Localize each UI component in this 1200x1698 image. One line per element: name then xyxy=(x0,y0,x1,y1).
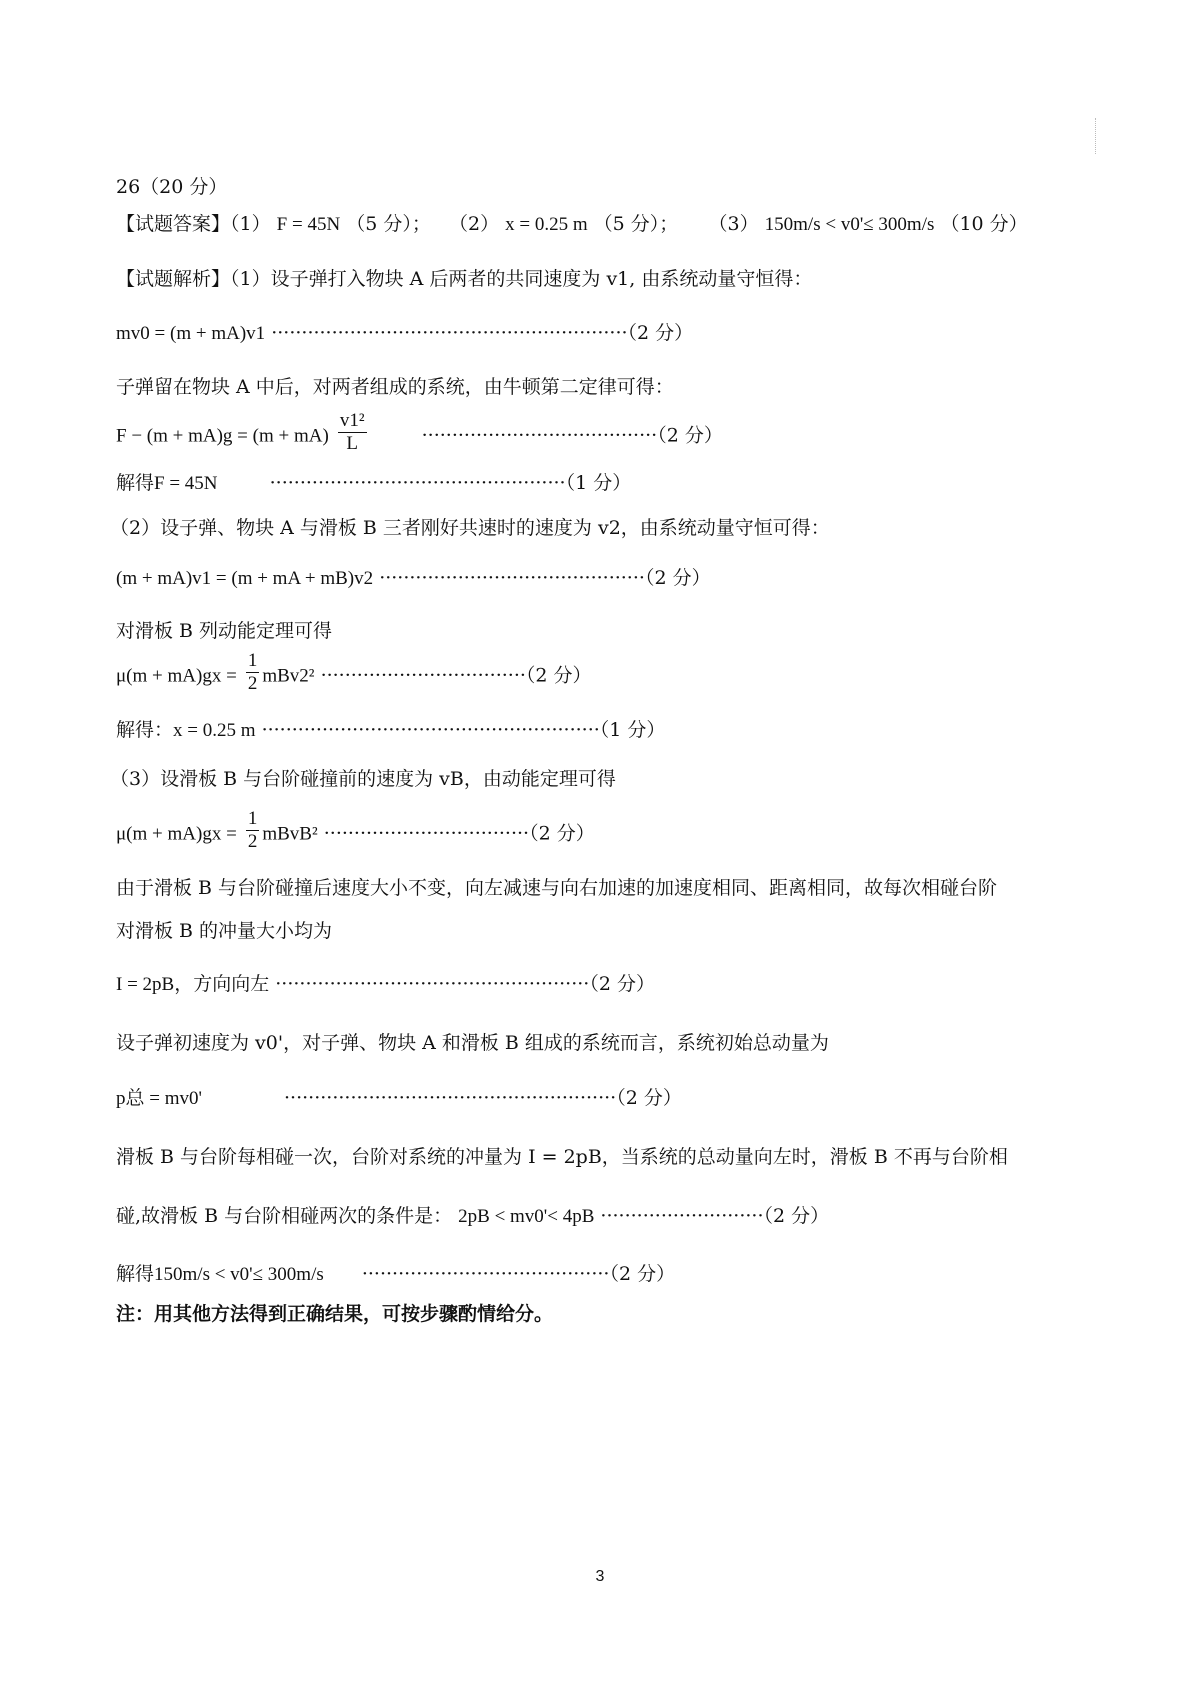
leader-dots: ·································· xyxy=(320,664,526,687)
equation-5-fraction xyxy=(246,808,260,853)
answer-part1-num: （1） xyxy=(230,213,271,235)
equation-5-left: μ(m + mA)gx = xyxy=(116,823,237,845)
text: 由于滑板 B 与台阶碰撞后速度大小不变，向左减速与向右加速的加速度相同、距离相同，故每次相碰台阶 xyxy=(116,877,998,899)
text: （2）设子弹、物块 A 与滑板 B 三者刚好共速时的速度为 v2，由系统动量守恒可得： xyxy=(110,517,830,539)
equation-1: mv0 = (m + mA)v1 xyxy=(116,323,266,344)
equation-2-points: （2 分） xyxy=(657,424,723,447)
fraction-numerator: 1 xyxy=(247,650,258,671)
equation-4-points: （2 分） xyxy=(525,664,592,687)
answer-part2-value: x = 0.25 m xyxy=(505,214,588,235)
equation-5-right: mBvB² xyxy=(262,823,318,845)
decorative-dots xyxy=(1095,118,1100,154)
fraction-denominator: 2 xyxy=(247,673,258,694)
note-text: 注：用其他方法得到正确结果，可按步骤酌情给分。 xyxy=(116,1303,554,1325)
answer-part1-points: （5 分）； xyxy=(346,213,431,235)
text: 对滑板 B 的冲量大小均为 xyxy=(116,920,333,942)
equation-6-points: （2 分） xyxy=(589,973,655,995)
analysis-part2-text2 xyxy=(116,618,1096,644)
result-2-points: （1 分） xyxy=(599,719,666,741)
equation-1-line xyxy=(116,320,1096,347)
answer-line xyxy=(116,211,1096,238)
analysis-part3-text2a xyxy=(116,875,1096,901)
equation-2-fraction xyxy=(338,410,367,455)
result-2: x = 0.25 m xyxy=(173,720,256,741)
analysis-part3-text3 xyxy=(116,1030,1096,1056)
equation-7: p总 = mv0' xyxy=(116,1088,202,1109)
problem-header xyxy=(116,174,1096,200)
leader-dots: ········································· xyxy=(361,1263,610,1285)
equation-7-points: （2 分） xyxy=(616,1087,682,1109)
leader-dots: ··························· xyxy=(600,1205,764,1227)
analysis-part3-text2b xyxy=(116,918,1096,944)
equation-4-right: mBv2² xyxy=(262,665,315,687)
equation-6-line xyxy=(116,971,1096,998)
page-number: 3 xyxy=(595,1568,605,1585)
answer-part2-num: （2） xyxy=(448,213,500,235)
analysis-part3-text4a xyxy=(116,1144,1096,1170)
analysis-part3-text4b xyxy=(116,1203,1096,1230)
equation-8-points: （2 分） xyxy=(763,1205,830,1227)
answer-part2-points: （5 分）； xyxy=(593,213,679,235)
fraction-denominator: L xyxy=(346,433,358,454)
result-3-prefix: 解得 xyxy=(116,1263,155,1285)
equation-4-fraction xyxy=(246,650,260,695)
equation-4-line xyxy=(116,650,1096,708)
leader-dots: ························································ xyxy=(261,719,600,741)
text: （3）设滑板 B 与台阶碰撞前的速度为 vB，由动能定理可得 xyxy=(110,768,616,790)
equation-3-points: （2 分） xyxy=(644,567,711,589)
text: 子弹留在物块 A 中后，对两者组成的系统，由牛顿第二定律可得： xyxy=(116,376,674,398)
leader-dots: ······················································· xyxy=(284,1087,617,1109)
result-1-points: （1 分） xyxy=(565,472,632,494)
analysis-part3-intro xyxy=(110,766,1090,792)
result-1-prefix: 解得 xyxy=(116,472,155,494)
analysis-part2-intro xyxy=(110,515,1090,541)
fraction-numerator: 1 xyxy=(247,808,258,829)
result-1: F = 45N xyxy=(154,473,218,494)
analysis-part1-text2 xyxy=(116,374,1096,400)
equation-2-left: F − (m + mA)g = (m + mA) xyxy=(116,425,329,447)
answer-part3-num: （3） xyxy=(708,213,759,235)
leader-dots: ···················································· xyxy=(275,973,590,995)
result-3: 150m/s < v0'≤ 300m/s xyxy=(154,1264,324,1285)
equation-1-points: （2 分） xyxy=(627,322,694,344)
result-1-line xyxy=(116,470,1096,497)
equation-7-line xyxy=(116,1085,1096,1112)
fraction-numerator: v1² xyxy=(339,410,365,431)
equation-5-line xyxy=(116,808,1096,866)
fraction-denominator: 2 xyxy=(247,831,258,852)
analysis-part1-intro: （1）设子弹打入物块 A 后两者的共同速度为 v1, 由系统动量守恒得： xyxy=(230,268,813,290)
equation-3: (m + mA)v1 = (m + mA + mB)v2 xyxy=(116,568,374,589)
equation-4-left: μ(m + mA)gx = xyxy=(116,665,237,687)
result-2-line xyxy=(116,717,1096,744)
leader-dots: ·································· xyxy=(323,822,530,845)
result-3-points: （2 分） xyxy=(609,1263,676,1285)
analysis-label: 【试题解析】 xyxy=(116,268,231,290)
result-3-line xyxy=(116,1261,1096,1288)
leader-dots: ······································· xyxy=(421,424,658,447)
text: 对滑板 B 列动能定理可得 xyxy=(116,620,333,642)
analysis-intro-line xyxy=(116,266,1096,292)
problem-number: 26（20 分） xyxy=(116,176,228,198)
leader-dots: ············································ xyxy=(379,567,645,589)
text: 滑板 B 与台阶每相碰一次，台阶对系统的冲量为 I = 2pB，当系统的总动量向左时，滑板 B 不再与台阶相 xyxy=(116,1146,1008,1168)
grading-note xyxy=(116,1301,1096,1327)
answer-part3-value: 150m/s < v0'≤ 300m/s xyxy=(764,214,935,235)
equation-5-points: （2 分） xyxy=(529,822,595,845)
answer-part1-value: F = 45N xyxy=(276,214,341,235)
result-2-prefix: 解得： xyxy=(116,719,174,741)
equation-6: I = 2pB，方向向左 xyxy=(116,974,270,995)
equation-8: 2pB < mv0'< 4pB xyxy=(458,1206,595,1227)
answer-part3-points: （10 分） xyxy=(940,213,1028,235)
leader-dots: ················································· xyxy=(269,472,566,494)
equation-2-line xyxy=(116,410,1096,466)
equation-3-line xyxy=(116,565,1096,592)
condition-prefix: 碰,故滑板 B 与台阶相碰两次的条件是： xyxy=(116,1205,453,1227)
leader-dots: ··························································· xyxy=(271,322,628,344)
answer-label: 【试题答案】 xyxy=(116,213,231,235)
text: 设子弹初速度为 v0'，对子弹、物块 A 和滑板 B 组成的系统而言，系统初始总动量为 xyxy=(116,1032,829,1054)
